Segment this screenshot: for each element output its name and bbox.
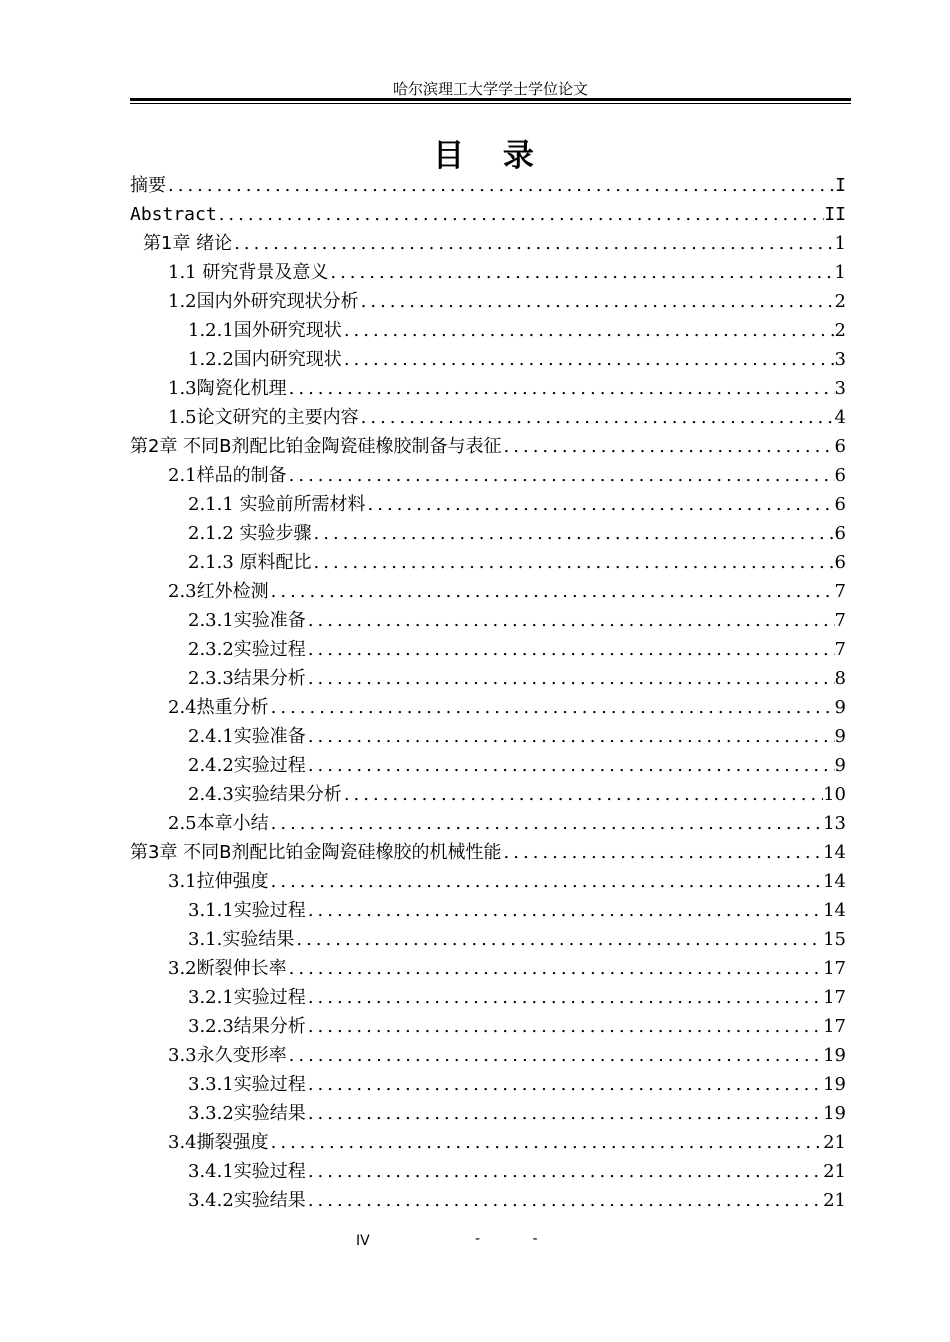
toc-entry[interactable]	[130, 896, 846, 925]
toc-entry[interactable]	[130, 461, 846, 490]
toc-leader-dots	[269, 867, 823, 896]
toc-entry[interactable]	[130, 751, 846, 780]
toc-entry-label: 2.4.3实验结果分析	[188, 784, 342, 805]
toc-leader-dots	[306, 664, 835, 693]
toc-entry-label: 2.4.2实验过程	[188, 755, 306, 776]
toc-leader-dots	[269, 1128, 823, 1157]
toc-entry-page: 19	[823, 1074, 846, 1095]
page-header: 哈尔滨理工大学学士学位论文	[392, 80, 588, 98]
toc-leader-dots	[287, 954, 823, 983]
toc-entry[interactable]	[130, 171, 846, 200]
toc-entry-label: 1.2.2国内研究现状	[188, 349, 342, 370]
toc-entry-label: 3.3.1实验过程	[188, 1074, 306, 1095]
toc-entry-label: 3.4.2实验结果	[188, 1190, 306, 1211]
toc-entry-page: 2	[834, 291, 846, 312]
toc-entry-page: 17	[823, 958, 846, 979]
toc-entry-label: 2.4热重分析	[168, 697, 269, 718]
toc-leader-dots	[359, 287, 835, 316]
toc-entry-page: 14	[823, 842, 846, 863]
toc-entry[interactable]	[130, 867, 846, 896]
toc-leader-dots	[217, 200, 825, 229]
toc-leader-dots	[287, 1041, 823, 1070]
toc-leader-dots	[306, 1012, 823, 1041]
toc-entry-page: 6	[834, 552, 846, 573]
toc-leader-dots	[306, 983, 823, 1012]
toc-entry[interactable]	[130, 345, 846, 374]
footer-dashes: - -	[475, 1231, 562, 1247]
toc-entry[interactable]	[130, 403, 846, 432]
toc-entry[interactable]	[130, 1157, 846, 1186]
toc-entry[interactable]	[130, 490, 846, 519]
toc-entry-page: 3	[834, 349, 846, 370]
toc-entry-page: 19	[823, 1103, 846, 1124]
toc-entry[interactable]	[130, 548, 846, 577]
toc-entry-label: 3.1.1实验过程	[188, 900, 306, 921]
toc-entry-label: 3.2断裂伸长率	[168, 958, 287, 979]
toc-entry[interactable]	[130, 432, 846, 461]
toc-leader-dots	[294, 925, 823, 954]
toc-entry[interactable]	[130, 316, 846, 345]
toc-entry-page: 17	[823, 987, 846, 1008]
toc-entry[interactable]	[130, 606, 846, 635]
toc-entry-page: 15	[823, 929, 846, 950]
toc-leader-dots	[366, 490, 835, 519]
toc-entry-page: 7	[834, 581, 846, 602]
toc-entry-page: 6	[834, 465, 846, 486]
toc-entry-label: 1.2.1国外研究现状	[188, 320, 342, 341]
toc-entry[interactable]	[130, 1128, 846, 1157]
toc-entry-label: 3.1拉伸强度	[168, 871, 269, 892]
toc-entry-label: 2.3.1实验准备	[188, 610, 306, 631]
toc-entry[interactable]	[130, 200, 846, 229]
toc-entry[interactable]	[130, 693, 846, 722]
toc-entry-label: 2.3.3结果分析	[188, 668, 306, 689]
toc-entry-label: 2.1.1 实验前所需材料	[188, 494, 366, 515]
toc-leader-dots	[342, 345, 835, 374]
toc-entry-label: 1.5论文研究的主要内容	[168, 407, 359, 428]
toc-entry-page: 6	[834, 436, 846, 457]
toc-entry-page: 7	[834, 610, 846, 631]
toc-leader-dots	[342, 780, 823, 809]
toc-entry[interactable]	[130, 1186, 846, 1215]
toc-entry-page: 4	[834, 407, 846, 428]
toc-entry-label: 3.4撕裂强度	[168, 1132, 269, 1153]
toc-leader-dots	[306, 1157, 823, 1186]
toc-entry-label: 3.1.实验结果	[188, 929, 295, 950]
toc-title: 目 录	[433, 138, 548, 174]
toc-leader-dots	[306, 1070, 823, 1099]
toc-entry-page: 1	[834, 233, 846, 254]
toc-entry-page: 14	[823, 871, 846, 892]
footer-page-number: IV	[356, 1233, 370, 1249]
toc-leader-dots	[306, 635, 835, 664]
toc-leader-dots	[166, 171, 835, 200]
toc-leader-dots	[328, 258, 834, 287]
table-of-contents	[130, 171, 846, 1215]
toc-entry-page: 9	[834, 726, 846, 747]
toc-entry[interactable]	[130, 664, 846, 693]
toc-entry-page: 21	[823, 1132, 846, 1153]
toc-leader-dots	[359, 403, 835, 432]
toc-entry-label: 1.1 研究背景及意义	[168, 262, 329, 283]
toc-leader-dots	[232, 229, 834, 258]
toc-entry-page: 17	[823, 1016, 846, 1037]
toc-entry-page: 3	[834, 378, 846, 399]
toc-entry-page: 6	[834, 523, 846, 544]
toc-entry-page: 19	[823, 1045, 846, 1066]
toc-entry[interactable]	[130, 229, 846, 258]
toc-entry-label: 第3章 不同B剂配比铂金陶瓷硅橡胶的机械性能	[130, 842, 502, 863]
toc-entry-page: 9	[834, 755, 846, 776]
toc-entry-label: 第2章 不同B剂配比铂金陶瓷硅橡胶制备与表征	[130, 436, 502, 457]
toc-entry[interactable]	[130, 809, 846, 838]
toc-entry[interactable]	[130, 287, 846, 316]
toc-entry[interactable]	[130, 838, 846, 867]
header-rule-thin	[130, 103, 851, 104]
toc-entry-label: 2.3红外检测	[168, 581, 269, 602]
toc-entry[interactable]	[130, 374, 846, 403]
toc-entry-label: 2.1样品的制备	[168, 465, 287, 486]
toc-leader-dots	[306, 751, 835, 780]
toc-entry-label: 3.3.2实验结果	[188, 1103, 306, 1124]
toc-entry-label: 摘要	[130, 175, 166, 196]
toc-entry-page: 9	[834, 697, 846, 718]
toc-entry-label: 第1章 绪论	[143, 233, 233, 254]
toc-entry[interactable]	[130, 258, 846, 287]
toc-leader-dots	[287, 374, 835, 403]
toc-leader-dots	[287, 461, 835, 490]
toc-leader-dots	[306, 896, 823, 925]
toc-entry-label: 3.4.1实验过程	[188, 1161, 306, 1182]
toc-entry-label: Abstract	[130, 204, 217, 225]
toc-entry-page: 21	[823, 1161, 846, 1182]
toc-entry-page: 21	[823, 1190, 846, 1211]
toc-leader-dots	[306, 606, 835, 635]
toc-leader-dots	[342, 316, 835, 345]
toc-leader-dots	[269, 577, 835, 606]
toc-entry[interactable]	[130, 780, 846, 809]
toc-leader-dots	[306, 722, 835, 751]
toc-entry-label: 2.3.2实验过程	[188, 639, 306, 660]
toc-entry-label: 3.2.1实验过程	[188, 987, 306, 1008]
toc-entry-page: II	[824, 204, 846, 225]
toc-entry-label: 2.4.1实验准备	[188, 726, 306, 747]
toc-entry[interactable]	[130, 1012, 846, 1041]
toc-entry[interactable]	[130, 1041, 846, 1070]
toc-leader-dots	[502, 838, 824, 867]
toc-entry-page: 2	[834, 320, 846, 341]
toc-entry[interactable]	[130, 577, 846, 606]
toc-entry-page: 10	[823, 784, 846, 805]
toc-entry-page: 6	[834, 494, 846, 515]
toc-entry[interactable]	[130, 1070, 846, 1099]
toc-leader-dots	[306, 1099, 823, 1128]
toc-entry[interactable]	[130, 983, 846, 1012]
toc-entry-label: 1.3陶瓷化机理	[168, 378, 287, 399]
toc-entry[interactable]	[130, 635, 846, 664]
toc-entry-page: 13	[823, 813, 846, 834]
toc-leader-dots	[269, 809, 823, 838]
toc-leader-dots	[306, 1186, 823, 1215]
toc-entry-page: 7	[834, 639, 846, 660]
toc-leader-dots	[312, 548, 835, 577]
toc-leader-dots	[312, 519, 835, 548]
toc-entry-label: 2.1.2 实验步骤	[188, 523, 312, 544]
toc-entry-page: I	[835, 175, 846, 196]
toc-entry[interactable]	[130, 1099, 846, 1128]
toc-entry-page: 14	[823, 900, 846, 921]
toc-entry-label: 3.2.3结果分析	[188, 1016, 306, 1037]
toc-entry[interactable]	[130, 722, 846, 751]
toc-entry[interactable]	[130, 519, 846, 548]
toc-entry-label: 3.3永久变形率	[168, 1045, 287, 1066]
toc-entry-label: 2.1.3 原料配比	[188, 552, 312, 573]
toc-leader-dots	[502, 432, 835, 461]
toc-entry-label: 1.2国内外研究现状分析	[168, 291, 359, 312]
toc-entry-page: 8	[834, 668, 846, 689]
toc-entry-label: 2.5本章小结	[168, 813, 269, 834]
toc-entry[interactable]	[130, 954, 846, 983]
toc-leader-dots	[269, 693, 835, 722]
toc-entry-page: 1	[834, 262, 846, 283]
toc-entry[interactable]	[130, 925, 846, 954]
header-rule-thick	[130, 98, 851, 101]
